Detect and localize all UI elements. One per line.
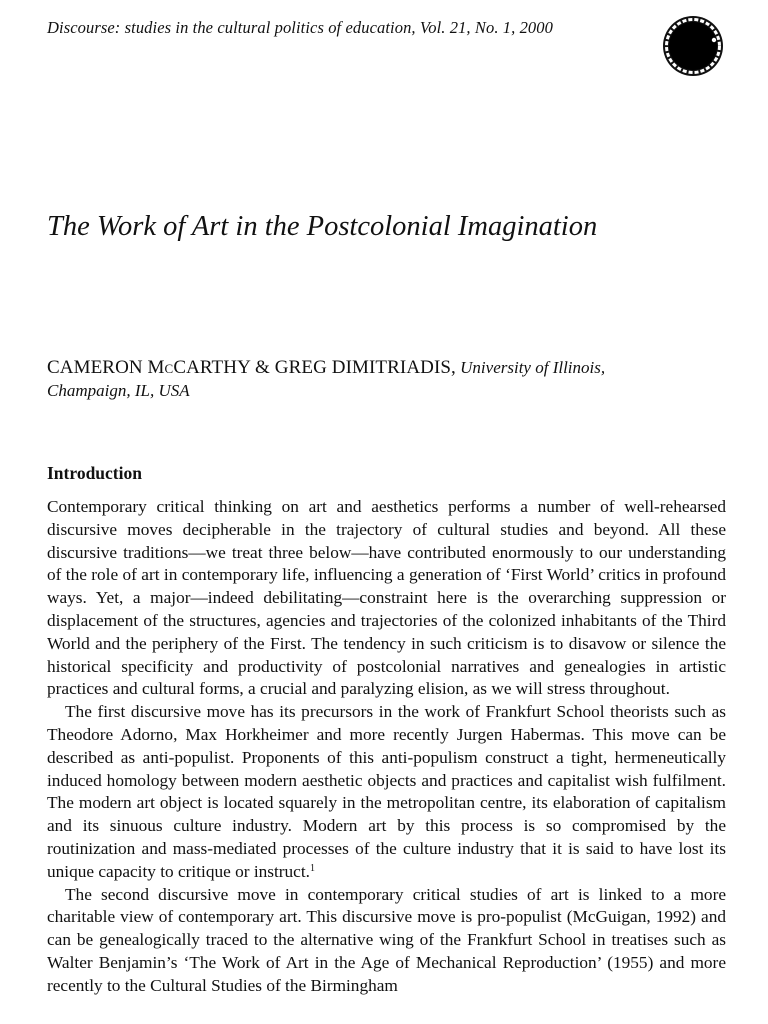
paragraph-2	[47, 701, 726, 883]
footnote-marker[interactable]: 1	[309, 862, 315, 874]
section-heading: Introduction	[47, 463, 142, 483]
paragraph-2-text: The first discursive move has its precursors in the work of Frankfurt School theorists such as Theodore Adorno, Max Horkheimer and more recently Jurgen Habermas. This move can be described as anti-populist. Proponents of this anti-populism construct a tight, hermeneutically induced homology between modern aesthetic objects and practices and capitalist wish fulfilment. The modern art object is located squarely in the metropolitan centre, its elaboration of capitalism and its sinuous culture industry. Modern art by this process is so compromised by the routinization and mass-mediated processes of the culture industry that it is said to have lost its unique capacity to critique or instruct.	[47, 702, 726, 881]
author-affiliation-line1: University of Illinois,	[460, 358, 606, 377]
paragraph-3: The second discursive move in contemporary critical studies of art is linked to a more charitable view of contemporary art. This discursive move is pro-populist (McGuigan, 1992) and can be genealogically traced to the alternative wing of the Frankfurt School in treatises such as Walter Benjamin’s ‘The Work of Art in the Age of Mechanical Reproduction’ (1955) and more recently to the Cultural Studies of the Birmingham	[47, 884, 726, 995]
publisher-logo	[658, 10, 728, 80]
paragraph-1: Contemporary critical thinking on art and aesthetics performs a number of well-rehearsed discursive moves decipherable in the trajectory of cultural studies and beyond. All these discursive traditions—we treat three below—have contributed enormously to our understanding of the role of art in contemporary life, influencing a generation of ‘First World’ critics in profound ways. Yet, a major—indeed debilitating—constraint here is the overarching suppression or displacement of the structures, agencies and trajectories of the colonized inhabitants of the Third World and the periphery of the First. The tendency in such criticism is to disavow or silence the historical specificity and productivity of postcolonial narratives and genealogies in artistic practices and cultural forms, a crucial and paralyzing elision, as we will stress throughout.	[47, 497, 726, 699]
journal-citation: Discourse: studies in the cultural politics of education, Vol. 21, No. 1, 2000	[47, 18, 553, 37]
article-title: The Work of Art in the Postcolonial Imagination	[47, 211, 598, 242]
author-names: CAMERON McCARTHY & GREG DIMITRIADIS,	[47, 357, 456, 378]
article-body	[47, 496, 726, 998]
author-affiliation-line2: Champaign, IL, USA	[47, 381, 190, 400]
author-block	[47, 356, 737, 402]
